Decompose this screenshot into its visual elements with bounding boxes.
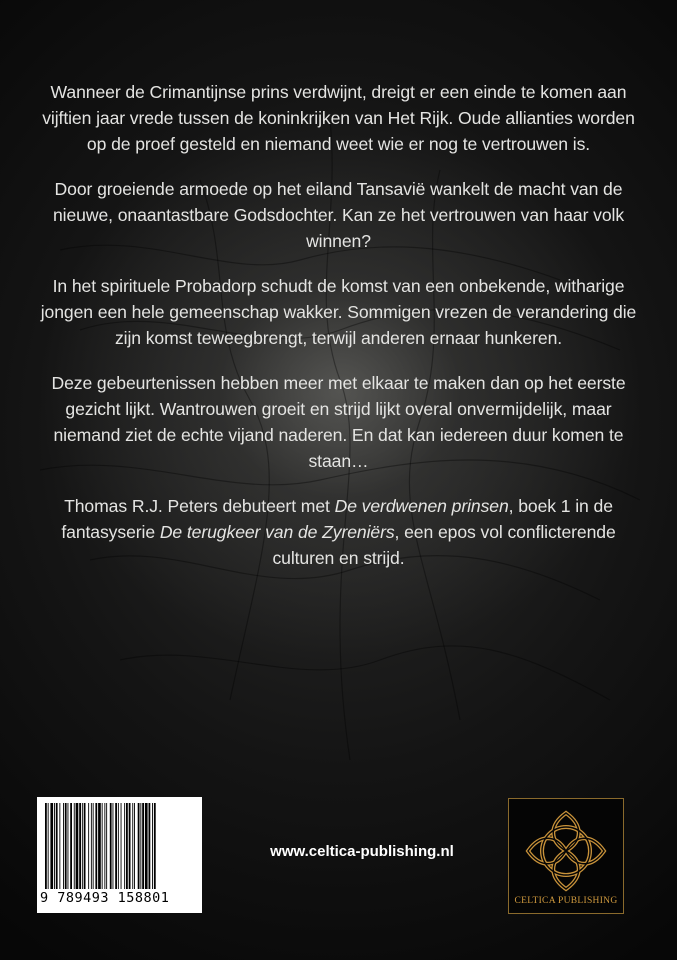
author-intro-text: Thomas R.J. Peters debuteert met [64,496,335,516]
barcode-bar [126,803,128,889]
barcode-bar [145,803,148,889]
barcode-bar [65,803,67,889]
book-title: De verdwenen prinsen [334,496,509,516]
barcode-bar [84,803,86,889]
blurb-paragraph-3: In het spirituele Probadorp schudt de komst van een onbekende, witharige jongen een hele gemeenschap wakker. Sommigen vrezen de verandering die zijn komst teweegbrengt, terwijl anderen ernaar hunkeren. [40,276,637,348]
barcode-bar [106,803,107,889]
barcode-bar [124,803,125,889]
barcode-bar [76,803,79,889]
barcode-bar [91,803,92,889]
blurb-text [40,79,637,590]
barcode-bar [102,803,103,889]
barcode-bar [129,803,131,889]
barcode-bar [113,803,114,889]
blurb-paragraph-5 [40,493,637,571]
barcode-bar [154,803,156,889]
publisher-website: www.celtica-publishing.nl [270,843,454,860]
barcode-bar [149,803,151,889]
barcode-bar [121,803,122,889]
barcode-bar [88,803,89,889]
barcode-bar [115,803,117,889]
isbn-number: 9 789493 158801 [40,890,170,906]
barcode-bar [74,803,75,889]
celtic-knot-icon [521,807,611,895]
barcode-bar [59,803,60,889]
barcode-bar [70,803,72,889]
barcode-bar [45,803,47,889]
blurb-paragraph-2: Door groeiende armoede op het eiland Tansavië wankelt de macht van de nieuwe, onaantastbare Godsdochter. Kan ze het vertrouwen van haar volk winnen? [52,179,625,251]
blurb-paragraph-4: Deze gebeurtenissen hebben meer met elkaar te maken dan op het eerste gezicht lijkt. Wantrouwen groeit en strijd lijkt overal onvermijdelijk, maar niemand ziet de echte vijand naderen. En dat kan iedereen duur komen te staan… [51,373,626,471]
barcode-bar [93,803,94,889]
barcode-bar [118,803,119,889]
barcode-bar [98,803,101,889]
barcode-bar [95,803,97,889]
barcode-bar [140,803,141,889]
barcode-bar [134,803,135,889]
barcode-bar [104,803,105,889]
barcode-bar [50,803,53,889]
barcode-bar [152,803,153,889]
barcode-bar [56,803,58,889]
series-description-text: , een epos vol conflicterende culturen en strijd. [272,522,616,568]
series-intro-text: , boek 1 in de fantasyserie [61,496,613,542]
publisher-logo [508,798,624,914]
barcode-bar [48,803,49,889]
series-title: De terugkeer van de Zyreniërs [159,522,395,542]
barcode-bar [110,803,112,889]
isbn-barcode [37,797,202,913]
barcode-bar [142,803,144,889]
barcode-bar [82,803,83,889]
barcode-bar [138,803,140,889]
blurb-paragraph-1: Wanneer de Crimantijnse prins verdwijnt, dreigt er een einde te komen aan vijftien jaar vrede tussen de koninkrijken van Het Rijk. Oude allianties worden op de proef gesteld en niemand weet wie er nog te vertrouwen is. [42,82,635,154]
barcode-bars [45,803,195,889]
logo-text: CELTICA PUBLISHING [514,896,618,906]
barcode-bar [132,803,133,889]
barcode-bar [63,803,64,889]
barcode-bar [68,803,69,889]
barcode-bar [79,803,81,889]
barcode-bar [54,803,55,889]
